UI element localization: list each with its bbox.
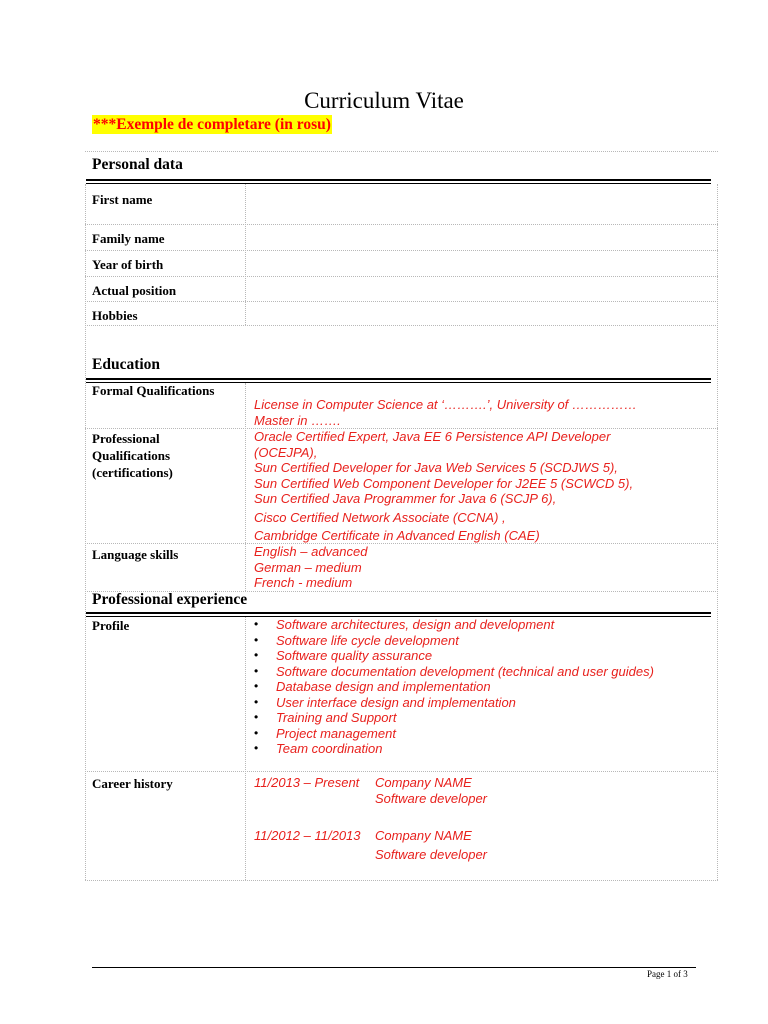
language-skills-label: Language skills [92,547,179,562]
family-name-label: Family name [92,231,165,246]
first-name-label: First name [92,192,153,207]
bullet-icon: • [254,617,259,631]
bullet-icon: • [254,663,259,678]
formal-qualifications-value: License in Computer Science at ‘……….’, University of …………… Master in ……. [254,397,637,428]
bullet-icon: • [254,679,259,693]
row-divider [85,301,718,302]
bullet-icon: • [254,725,259,740]
profile-list [252,617,654,757]
profile-label: Profile [92,618,130,633]
table-left-border [85,184,86,880]
career-entry-2: 11/2012 – 11/2013 Company NAME [254,828,472,843]
footer-rule [92,967,696,968]
personal-data-rule [86,179,711,184]
language-skills-value: English – advanced German – medium French - medium [254,544,368,590]
bullet-icon: • [254,648,259,662]
bullet-icon: • [254,741,259,755]
list-item: • Software architectures, design and development [254,617,555,632]
table-right-border [717,184,718,880]
list-item: • Software life cycle development [254,632,459,648]
example-note: ***Exemple de completare (in rosu) [93,116,331,133]
row-divider [85,224,718,225]
list-item: • User interface design and implementation [254,694,516,710]
bullet-icon: • [254,632,259,647]
year-of-birth-label: Year of birth [92,257,164,272]
career-entry-1: 11/2013 – Present Company NAME [254,775,472,790]
actual-position-label: Actual position [92,283,177,298]
document-title: Curriculum Vitae [304,88,464,113]
list-item: • Team coordination [254,741,383,756]
personal-data-heading: Personal data [92,156,183,173]
career-history-label: Career history [92,776,173,791]
row-divider [85,325,718,326]
hobbies-label: Hobbies [92,308,138,323]
professional-qualifications-label: Professional Qualifications (certifications) [92,431,173,480]
professional-experience-heading: Professional experience [92,591,248,608]
page-number: Page 1 of 3 [647,969,688,979]
professional-qualifications-value: Oracle Certified Expert, Java EE 6 Persistence API Developer (OCEJPA), Sun Certified Developer for Java Web Services 5 (SCDJWS 5), Sun Certified Web Component Developer for J2EE 5 (SCWCD 5), Sun Certified Java Programmer for Java 6 (SCJP 6), Cisco Certified Network Associate (CCNA) , Cambridge Certificate in Advanced English (CAE) [254,429,634,543]
list-item: • Project management [254,725,396,741]
formal-qualifications-label: Formal Qualifications [92,383,215,398]
list-item: • Software quality assurance [254,648,433,663]
experience-column-divider [245,617,246,880]
bullet-icon: • [254,694,259,709]
education-heading: Education [92,356,161,373]
education-column-divider [245,383,246,591]
section-separator [85,151,718,152]
row-divider [85,276,718,277]
list-item: • Software documentation development (technical and user guides) [254,663,654,679]
career-history-value: 11/2013 – Present Company NAME Software developer 11/2012 – 11/2013 Company NAME Software developer [254,775,694,863]
row-divider [85,250,718,251]
list-item: • Training and Support [254,710,397,725]
list-item: • Database design and implementation [254,679,491,694]
row-divider [85,771,718,772]
table-bottom-border [85,880,718,881]
personal-column-divider [245,184,246,325]
bullet-icon: • [254,710,259,724]
